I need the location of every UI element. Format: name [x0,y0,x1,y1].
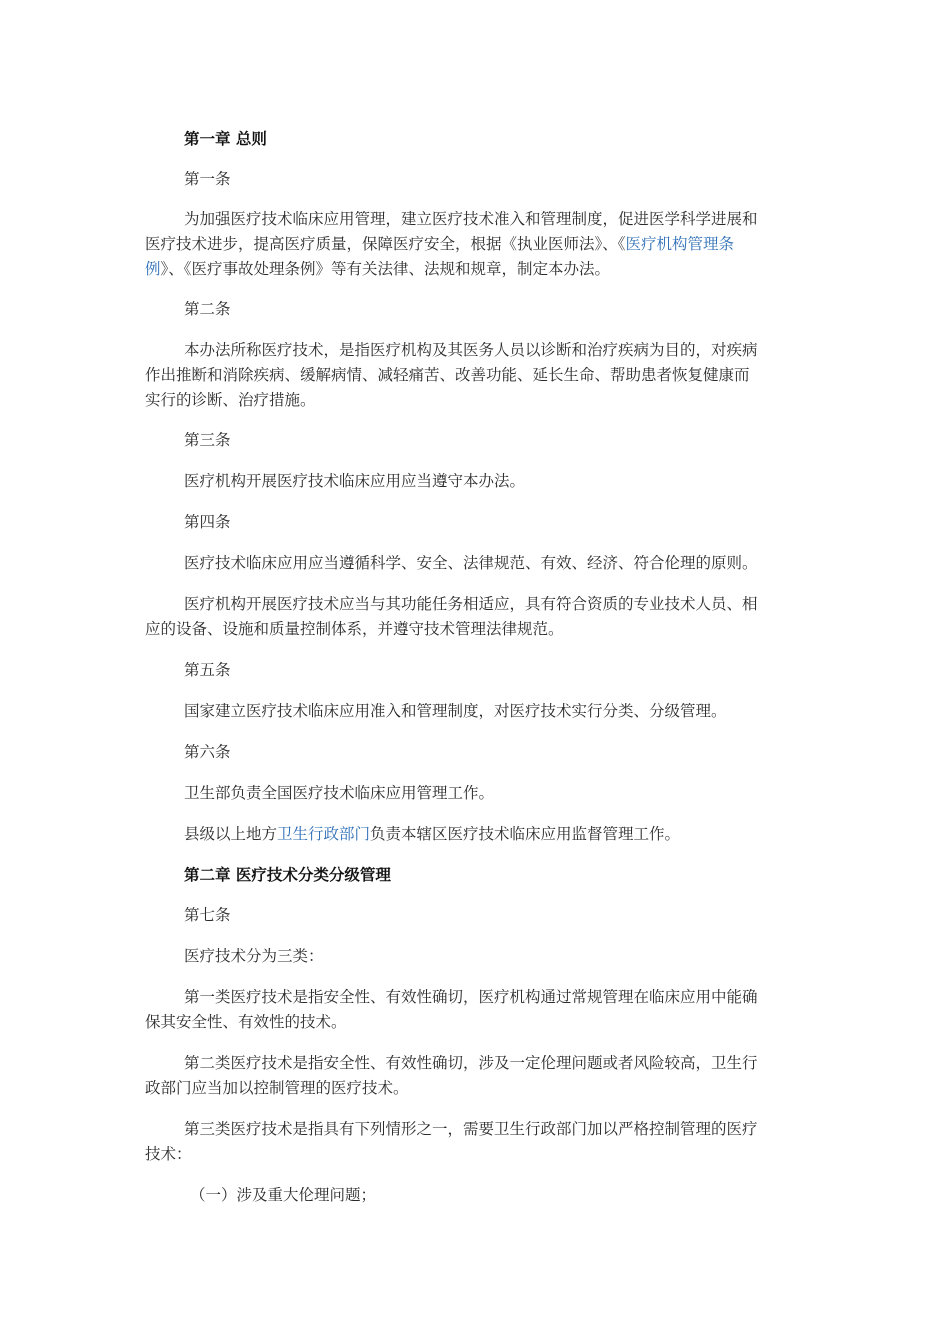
article-7-title: 第七条 [184,906,231,924]
link-medical-institution-regulation[interactable]: 医疗机构管理条 [625,235,735,253]
article-5-title: 第五条 [184,661,231,679]
article-4-title: 第四条 [184,513,231,531]
article-1-line-2 [145,232,805,258]
article-7-para-2-line-1: 第一类医疗技术是指安全性、有效性确切，医疗机构通过常规管理在临床应用中能确 [184,988,758,1006]
article-2-line-2: 作出推断和消除疾病、缓解病情、减轻痛苦、改善功能、延长生命、帮助患者恢复健康而 [145,366,750,384]
article-1-line-3-text: 》、《医疗事故处理条例》等有关法律、法规和规章，制定本办法。 [160,260,611,278]
article-5-para-1: 国家建立医疗技术临床应用准入和管理制度，对医疗技术实行分类、分级管理。 [184,702,727,720]
article-3-para-1: 医疗机构开展医疗技术临床应用应当遵守本办法。 [184,472,526,490]
chapter-1-heading: 第一章 总则 [184,129,267,148]
chapter-2-heading: 第二章 医疗技术分类分级管理 [184,865,391,884]
article-6-para-2-text-a: 县级以上地方 [184,825,278,843]
article-6-para-2-text-b: 负责本辖区医疗技术临床应用监督管理工作。 [370,825,681,843]
article-4-para-2-line-1: 医疗机构开展医疗技术应当与其功能任务相适应，具有符合资质的专业技术人员、相 [184,595,758,613]
article-1-line-3 [145,257,805,283]
link-medical-institution-regulation-end[interactable]: 例 [145,260,161,278]
link-health-administration-department[interactable]: 卫生行政部门 [277,825,371,843]
article-2-title: 第二条 [184,300,231,318]
article-6-para-2 [184,822,844,848]
article-6-title: 第六条 [184,743,231,761]
article-6-para-1: 卫生部负责全国医疗技术临床应用管理工作。 [184,784,495,802]
article-7-para-4-line-1: 第三类医疗技术是指具有下列情形之一，需要卫生行政部门加以严格控制管理的医疗 [184,1120,758,1138]
article-7-para-3-line-2: 政部门应当加以控制管理的医疗技术。 [145,1079,409,1097]
article-4-para-2-line-2: 应的设备、设施和质量控制体系，并遵守技术管理法律规范。 [145,620,564,638]
article-2-line-1: 本办法所称医疗技术，是指医疗机构及其医务人员以诊断和治疗疾病为目的，对疾病 [184,341,758,359]
article-7-item-1: （一）涉及重大伦理问题； [190,1186,377,1204]
article-7-para-2-line-2: 保其安全性、有效性的技术。 [145,1013,347,1031]
article-7-para-3-line-1: 第二类医疗技术是指安全性、有效性确切，涉及一定伦理问题或者风险较高，卫生行 [184,1054,758,1072]
article-2-line-3: 实行的诊断、治疗措施。 [145,391,316,409]
article-7-para-4-line-2: 技术： [145,1145,192,1163]
article-7-para-1: 医疗技术分为三类： [184,947,324,965]
article-1-line-1: 为加强医疗技术临床应用管理，建立医疗技术准入和管理制度，促进医学科学进展和 [184,210,758,228]
article-1-title: 第一条 [184,170,231,188]
article-3-title: 第三条 [184,431,231,449]
article-4-para-1: 医疗技术临床应用应当遵循科学、安全、法律规范、有效、经济、符合伦理的原则。 [184,554,758,572]
article-1-line-2-text: 医疗技术进步，提高医疗质量，保障医疗安全，根据《执业医师法》、《 [145,235,626,253]
